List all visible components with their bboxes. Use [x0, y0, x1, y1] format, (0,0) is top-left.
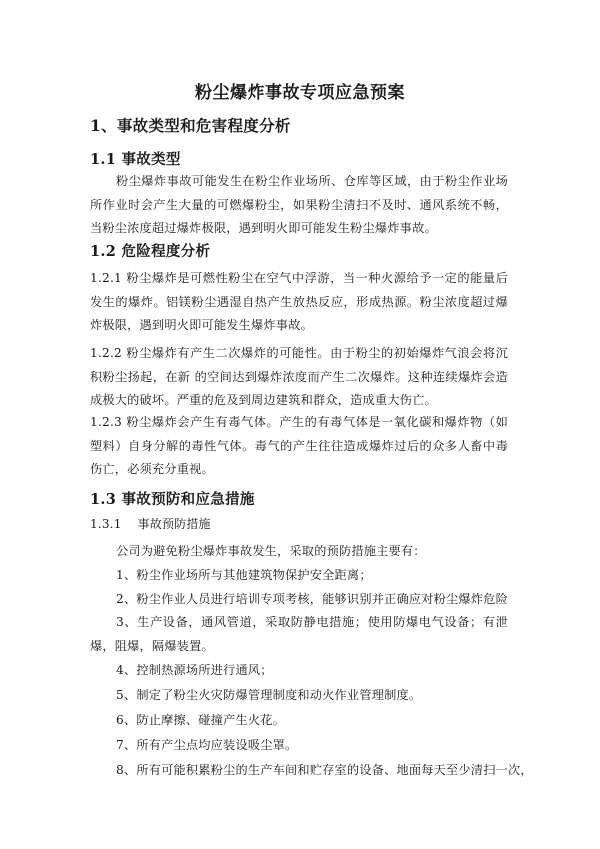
list-item: 3、生产设备，通风管道，采取防静电措施；使用防爆电气设备；有泄爆，阻爆，隔爆装置。 — [90, 615, 508, 653]
list-item: 5、制定了粉尘火灾防爆管理制度和动火作业管理制度。 — [116, 688, 422, 702]
subheading-number: 1.3.1 — [90, 517, 122, 531]
list-item: 2、粉尘作业人员进行培训专项考核，能够识别并正确应对粉尘爆炸危险 — [116, 592, 508, 606]
list-item: 8、所有可能积累粉尘的生产车间和贮存室的设备、地面每天至少清扫一次， — [116, 763, 533, 777]
section-1-2-3-paragraph: 1.2.3 粉尘爆炸会产生有毒气体。产生的有毒气体是一氧化碳和爆炸物（如塑料）自身分解的毒性气体。毒气的产生往往造成爆炸过后的众多人畜中毒伤亡，必须充分重视。 — [90, 415, 508, 476]
list-item: 6、防止摩擦、碰撞产生火花。 — [116, 713, 285, 727]
section-1-2-heading: 1.2 危险程度分析 — [90, 243, 211, 260]
section-1-1-paragraph: 粉尘爆炸事故可能发生在粉尘作业场所、仓库等区域，由于粉尘作业场所作业时会产生大量的可燃爆粉尘，如果粉尘清扫不及时、通风系统不畅，当粉尘浓度超过爆炸极限，遇到明火即可能发生粉尘爆炸事故。 — [90, 174, 508, 235]
section-1-2-2-paragraph: 1.2.2 粉尘爆炸有产生二次爆炸的可能性。由于粉尘的初始爆炸气浪会将沉积粉尘扬起，在新 的空间达到爆炸浓度而产生二次爆炸。这种连续爆炸会造成极大的破坏。严重的危及到周边建筑和群众，造成重大伤亡。 — [90, 346, 508, 407]
section-1-2-1-paragraph: 1.2.1 粉尘爆炸是可燃性粉尘在空气中浮游，当一种火源给予一定的能量后发生的爆炸。铝镁粉尘遇湿自热产生放热反应，形成热源。粉尘浓度超过爆炸极限，遇到明火即可能发生爆炸事故。 — [90, 271, 508, 332]
list-item: 4、控制热源场所进行通风； — [116, 663, 273, 677]
prevention-intro: 公司为避免粉尘爆炸事故发生，采取的预防措施主要有： — [116, 544, 426, 558]
list-item: 1、粉尘作业场所与其他建筑物保护安全距离； — [116, 568, 372, 582]
section-1-3-1-subheading — [90, 515, 211, 532]
section-1-3-heading: 1.3 事故预防和应急措施 — [90, 491, 255, 508]
list-item: 7、所有产尘点均应装设吸尘罩。 — [116, 738, 298, 752]
subheading-label: 事故预防措施 — [137, 517, 211, 531]
section-1-heading: 1、事故类型和危害程度分析 — [90, 116, 291, 135]
section-1-1-heading: 1.1 事故类型 — [90, 151, 181, 168]
document-title: 粉尘爆炸事故专项应急预案 — [195, 83, 405, 103]
